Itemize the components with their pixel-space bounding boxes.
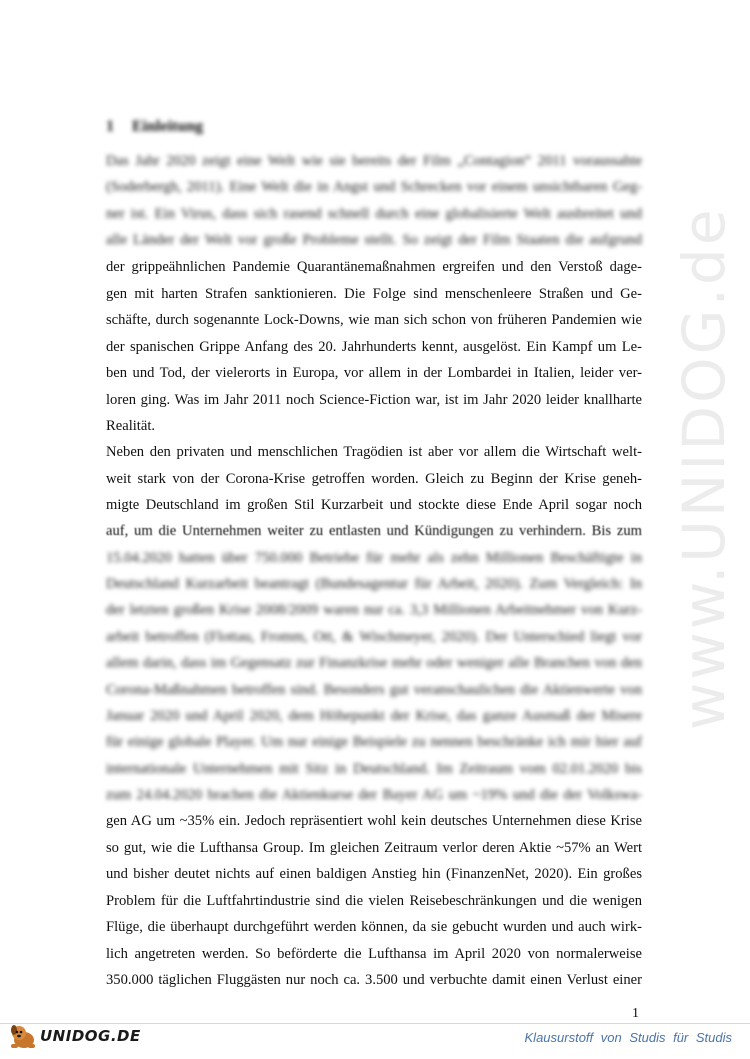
text-line: Realität.: [106, 418, 156, 434]
text-line: ben und Tod, der vielerorts in Europa, vor allem in der Lombardei in Italien, leider ver-: [106, 365, 642, 381]
text-line: 350.000 täglichen Fluggästen nur noch ca. 3.500 und verbuchte damit einen Verlust einer: [106, 972, 642, 988]
text-line: Flüge, die überhaupt durchgeführt werden können, da sie gebucht wurden und auch wirk-: [106, 919, 642, 935]
text-line: alle Länder der Welt vor große Probleme stellt. So zeigt der Film Staaten die aufgrund: [106, 232, 642, 248]
section-heading: [106, 118, 203, 136]
text-line: der letzten großen Krise 2008/2009 waren nur ca. 3,3 Millionen Arbeitnehmer von Kurz-: [106, 602, 642, 618]
section-number: 1: [106, 118, 114, 135]
watermark-text: www.UNIDOG.de: [670, 206, 738, 730]
text-line: allem darin, dass im Gegensatz zur Finanzkrise mehr oder weniger alle Branchen von den: [106, 655, 642, 671]
text-line: auf, um die Unternehmen weiter zu entlasten und Kündigungen zu verhindern. Bis zum: [106, 523, 642, 539]
text-line: arbeit betroffen (Flottau, Fromm, Ott, & Wischmeyer, 2020). Der Unterschied liegt vor: [106, 629, 642, 645]
text-line: schäfte, durch sogenannte Lock-Downs, wie man sich schon von früheren Pandemien wie: [106, 312, 642, 328]
text-line: gen mit harten Strafen sanktionieren. Die Folge sind menschenleere Straßen und Ge-: [106, 286, 642, 302]
section-title: Einleitung: [132, 118, 204, 135]
text-line: internationale Unternehmen mit Sitz in Deutschland. Im Zeitraum vom 02.01.2020 bis: [106, 761, 642, 777]
logo-text: UNIDOG.DE: [40, 1027, 141, 1045]
text-line: der spanischen Grippe Anfang des 20. Jahrhunderts kennt, ausgelöst. Ein Kampf um Le-: [106, 339, 642, 355]
text-line: Deutschland Kurzarbeit beantragt (Bundesagentur für Arbeit, 2020). Zum Vergleich: In: [106, 576, 642, 592]
text-line: migte Deutschland im großen Stil Kurzarbeit und stockte diese Ende April sogar noch: [106, 497, 642, 513]
page-number: 1: [632, 1006, 639, 1021]
text-line: lich angetreten werden. So beförderte die Lufthansa im April 2020 von normalerweise: [106, 946, 642, 962]
text-line: Januar 2020 und April 2020, dem Höhepunkt der Krise, das ganze Ausmaß der Misere: [106, 708, 642, 724]
text-line: zum 24.04.2020 brachen die Aktienkurse der Bayer AG um ~19% und die der Volkswa-: [106, 787, 642, 803]
text-line: so gut, wie die Lufthansa Group. Im gleichen Zeitraum verlor deren Aktie ~57% an Wert: [106, 840, 642, 856]
text-line: loren ging. Was im Jahr 2011 noch Science-Fiction war, ist im Jahr 2020 leider knallharte: [106, 392, 642, 408]
text-line: Neben den privaten und menschlichen Tragödien ist aber vor allem die Wirtschaft welt-: [106, 444, 642, 460]
watermark: [670, 170, 740, 730]
text-line: 15.04.2020 hatten über 750.000 Betriebe für mehr als zehn Millionen Beschäftigte in: [106, 550, 642, 566]
text-line: und bisher deutet nichts auf einen baldigen Anstieg hin (FinanzenNet, 2020). Ein großes: [106, 866, 642, 882]
text-line: Corona-Maßnahmen betroffen sind. Besonders gut veranschaulichen die Aktienwerte von: [106, 682, 642, 698]
unidog-logo[interactable]: [8, 1020, 141, 1052]
text-line: weit stark von der Corona-Krise getroffen worden. Gleich zu Beginn der Krise geneh-: [106, 471, 642, 487]
footer-tagline: Klausurstoff von Studis für Studis: [524, 1030, 732, 1045]
text-line: Das Jahr 2020 zeigt eine Welt wie sie bereits der Film „Contagion“ 2011 voraussahte: [106, 153, 642, 169]
text-line: Problem für die Luftfahrtindustrie sind die vielen Reisebeschränkungen und die wenigen: [106, 893, 642, 909]
text-line: (Soderbergh, 2011). Eine Welt die in Angst und Schrecken vor einem unsichtbaren Geg-: [106, 179, 642, 195]
dog-mascot-icon: [8, 1021, 38, 1051]
text-line: gen AG um ~35% ein. Jedoch repräsentiert wohl kein deutsches Unternehmen diese Krise: [106, 813, 642, 829]
text-line: für einige globale Player. Um nur einige Beispiele zu nennen beschränke ich mir hier auf: [106, 734, 642, 750]
text-line: ner ist. Ein Virus, dass sich rasend schnell durch eine globalisierte Welt ausbreitet und: [106, 206, 642, 222]
text-line: der grippeähnlichen Pandemie Quarantänemaßnahmen ergreifen und den Verstoß dage-: [106, 259, 642, 275]
